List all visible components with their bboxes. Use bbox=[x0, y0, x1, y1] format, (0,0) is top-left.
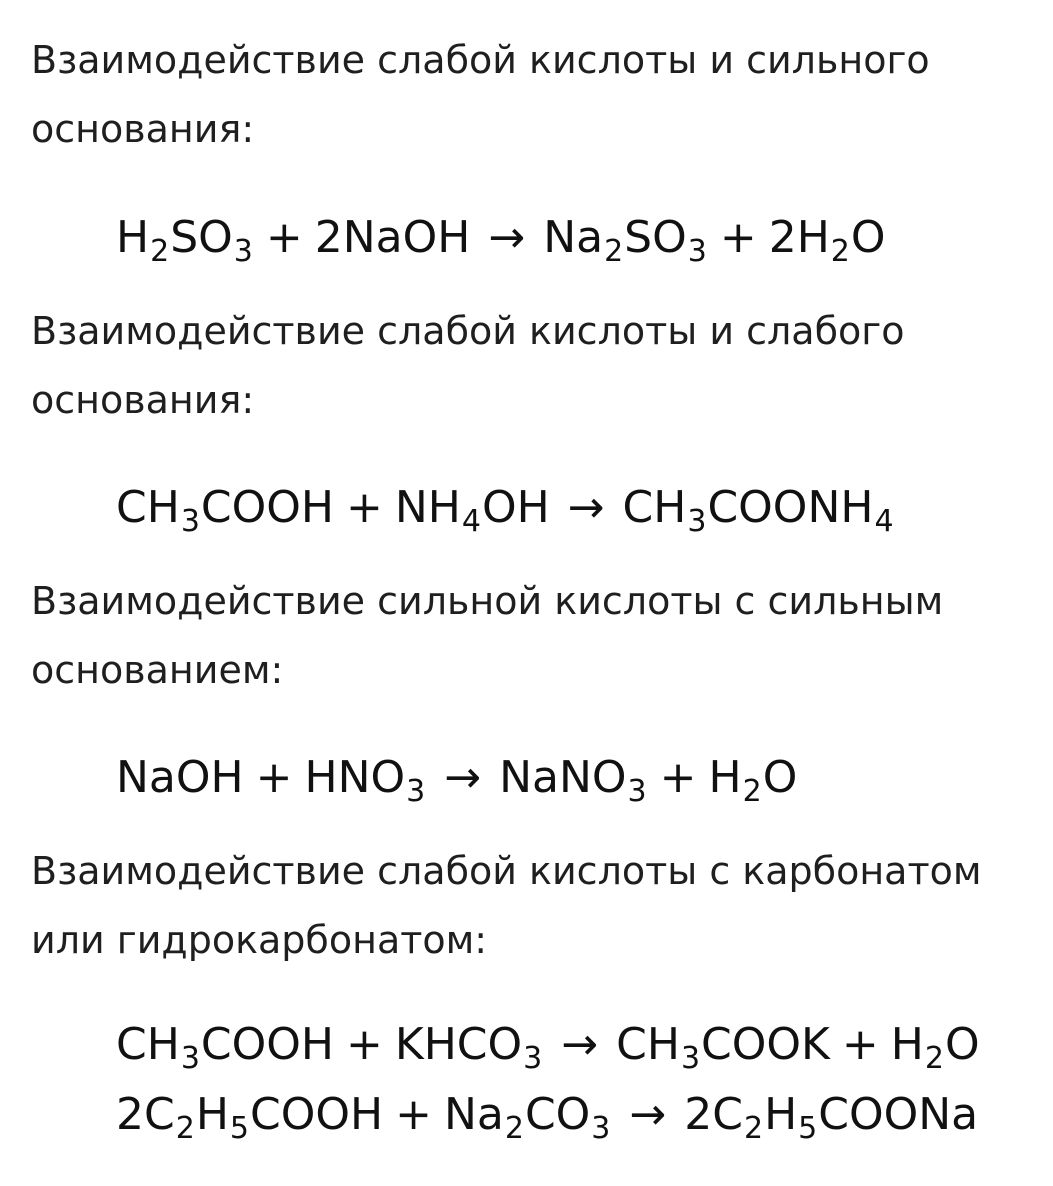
section-1-text: Взаимодействие слабой кислоты и сильного основания: bbox=[31, 38, 930, 151]
reaction-arrow: → bbox=[444, 752, 482, 803]
section-2-equation bbox=[116, 480, 895, 539]
plus-sign: + bbox=[659, 752, 697, 803]
formula-h2so3: $H_2SO_3$ bbox=[116, 212, 253, 269]
formula-h2o: $H_2O$ bbox=[708, 752, 798, 809]
plus-sign: + bbox=[395, 1089, 432, 1140]
formula-na2so3: $Na_2SO_3$ bbox=[543, 212, 707, 269]
section-4-text: Взаимодействие слабой кислоты с карбонатом или гидрокарбонатом: bbox=[31, 849, 982, 962]
reaction-arrow: → bbox=[629, 1089, 667, 1140]
formula-ch3cook: $CH_3COOK$ bbox=[616, 1019, 830, 1076]
formula-2c2h5cooh: $2C_2H_5COOH$ bbox=[116, 1089, 384, 1146]
reaction-arrow: → bbox=[561, 1019, 599, 1070]
formula-ch3coonh4: $CH_3COONH_4$ bbox=[622, 482, 894, 539]
plus-sign: + bbox=[265, 212, 303, 263]
formula-hno3: $HNO_3$ bbox=[304, 752, 426, 809]
plus-sign: + bbox=[345, 1019, 383, 1070]
plus-sign: + bbox=[841, 1019, 879, 1070]
formula-2c2h5coona: $2C_2H_5COONa$ bbox=[684, 1089, 979, 1146]
section-4-equations bbox=[0, 1015, 1028, 1155]
formula-na2co3: $Na_2CO_3$ bbox=[443, 1089, 611, 1146]
formula-khco3: $KHCO_3$ bbox=[394, 1019, 543, 1076]
formula-nano3: NaNO$_3$ bbox=[499, 752, 647, 809]
formula-h2o: $H_2O$ bbox=[890, 1019, 980, 1076]
plus-sign: + bbox=[719, 212, 757, 263]
section-1-equation bbox=[116, 210, 886, 269]
section-3-text: Взаимодействие сильной кислоты с сильным основанием: bbox=[31, 579, 944, 692]
plus-sign: + bbox=[345, 482, 383, 533]
section-2-text: Взаимодействие слабой кислоты и слабого основания: bbox=[31, 309, 905, 422]
plus-sign: + bbox=[255, 752, 293, 803]
formula-2h2o: $2H_2O$ bbox=[768, 212, 886, 269]
formula-2naoh: 2NaOH bbox=[314, 212, 471, 263]
formula-naoh: NaOH bbox=[116, 752, 244, 803]
section-4-equation-1 bbox=[116, 1017, 980, 1076]
reaction-arrow: → bbox=[488, 212, 526, 263]
section-3-equation bbox=[116, 750, 798, 809]
reaction-arrow: → bbox=[567, 482, 605, 533]
formula-ch3cooh: $CH_3COOH$ bbox=[116, 1019, 334, 1076]
section-4-equation-2 bbox=[116, 1087, 979, 1146]
formula-ch3cooh: $CH_3COOH$ bbox=[116, 482, 334, 539]
formula-nh4oh: $NH_4OH$ bbox=[394, 482, 550, 539]
